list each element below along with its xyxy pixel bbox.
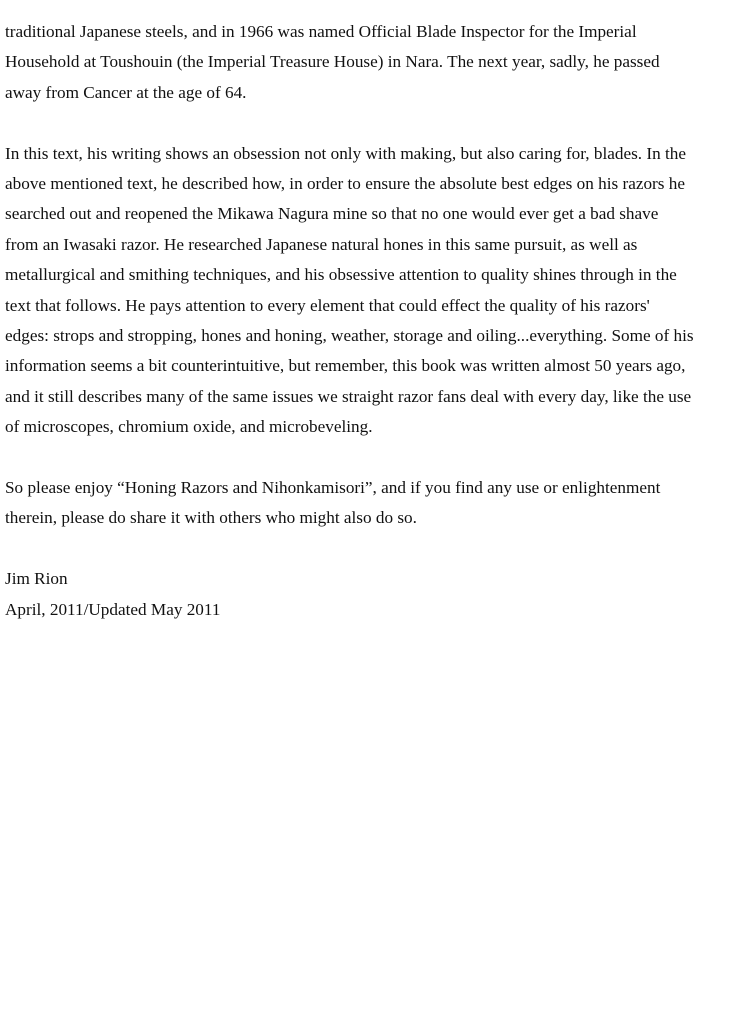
text-line: from an Iwasaki razor. He researched Japanese natural hones in this same pursuit, as well as [5,234,638,254]
text-line: away from Cancer at the age of 64. [5,82,247,102]
text-line: Household at Toushouin (the Imperial Treasure House) in Nara. The next year, sadly, he passed [5,52,660,72]
text-line: searched out and reopened the Mikawa Nagura mine so that no one would ever get a bad shave [5,204,659,224]
signature-date: April, 2011/Updated May 2011 [5,599,221,619]
paragraph-biography [5,17,727,108]
text-line: edges: strops and stropping, hones and honing, weather, storage and oiling...everything. Some of his [5,326,694,346]
text-line: of microscopes, chromium oxide, and microbeveling. [5,417,373,437]
text-line: therein, please do share it with others who might also do so. [5,508,417,528]
text-line: text that follows. He pays attention to every element that could effect the quality of his razors' [5,295,650,315]
text-line: information seems a bit counterintuitive, but remember, this book was written almost 50 years ago, [5,356,686,376]
text-line: above mentioned text, he described how, in order to ensure the absolute best edges on his razors he [5,174,685,194]
document-page [5,17,727,625]
text-line: In this text, his writing shows an obsession not only with making, but also caring for, blades. In the [5,143,687,163]
paragraph-obsession [5,139,727,443]
text-line: metallurgical and smithing techniques, and his obsessive attention to quality shines through in the [5,265,677,285]
text-line: So please enjoy “Honing Razors and Nihonkamisori”, and if you find any use or enlightenment [5,478,661,498]
text-line: and it still describes many of the same issues we straight razor fans deal with every day, like the use [5,386,692,406]
signature-block [5,564,727,625]
paragraph-closing [5,473,727,534]
text-line: traditional Japanese steels, and in 1966 was named Official Blade Inspector for the Imperial [5,22,637,41]
signature-name: Jim Rion [5,569,68,589]
